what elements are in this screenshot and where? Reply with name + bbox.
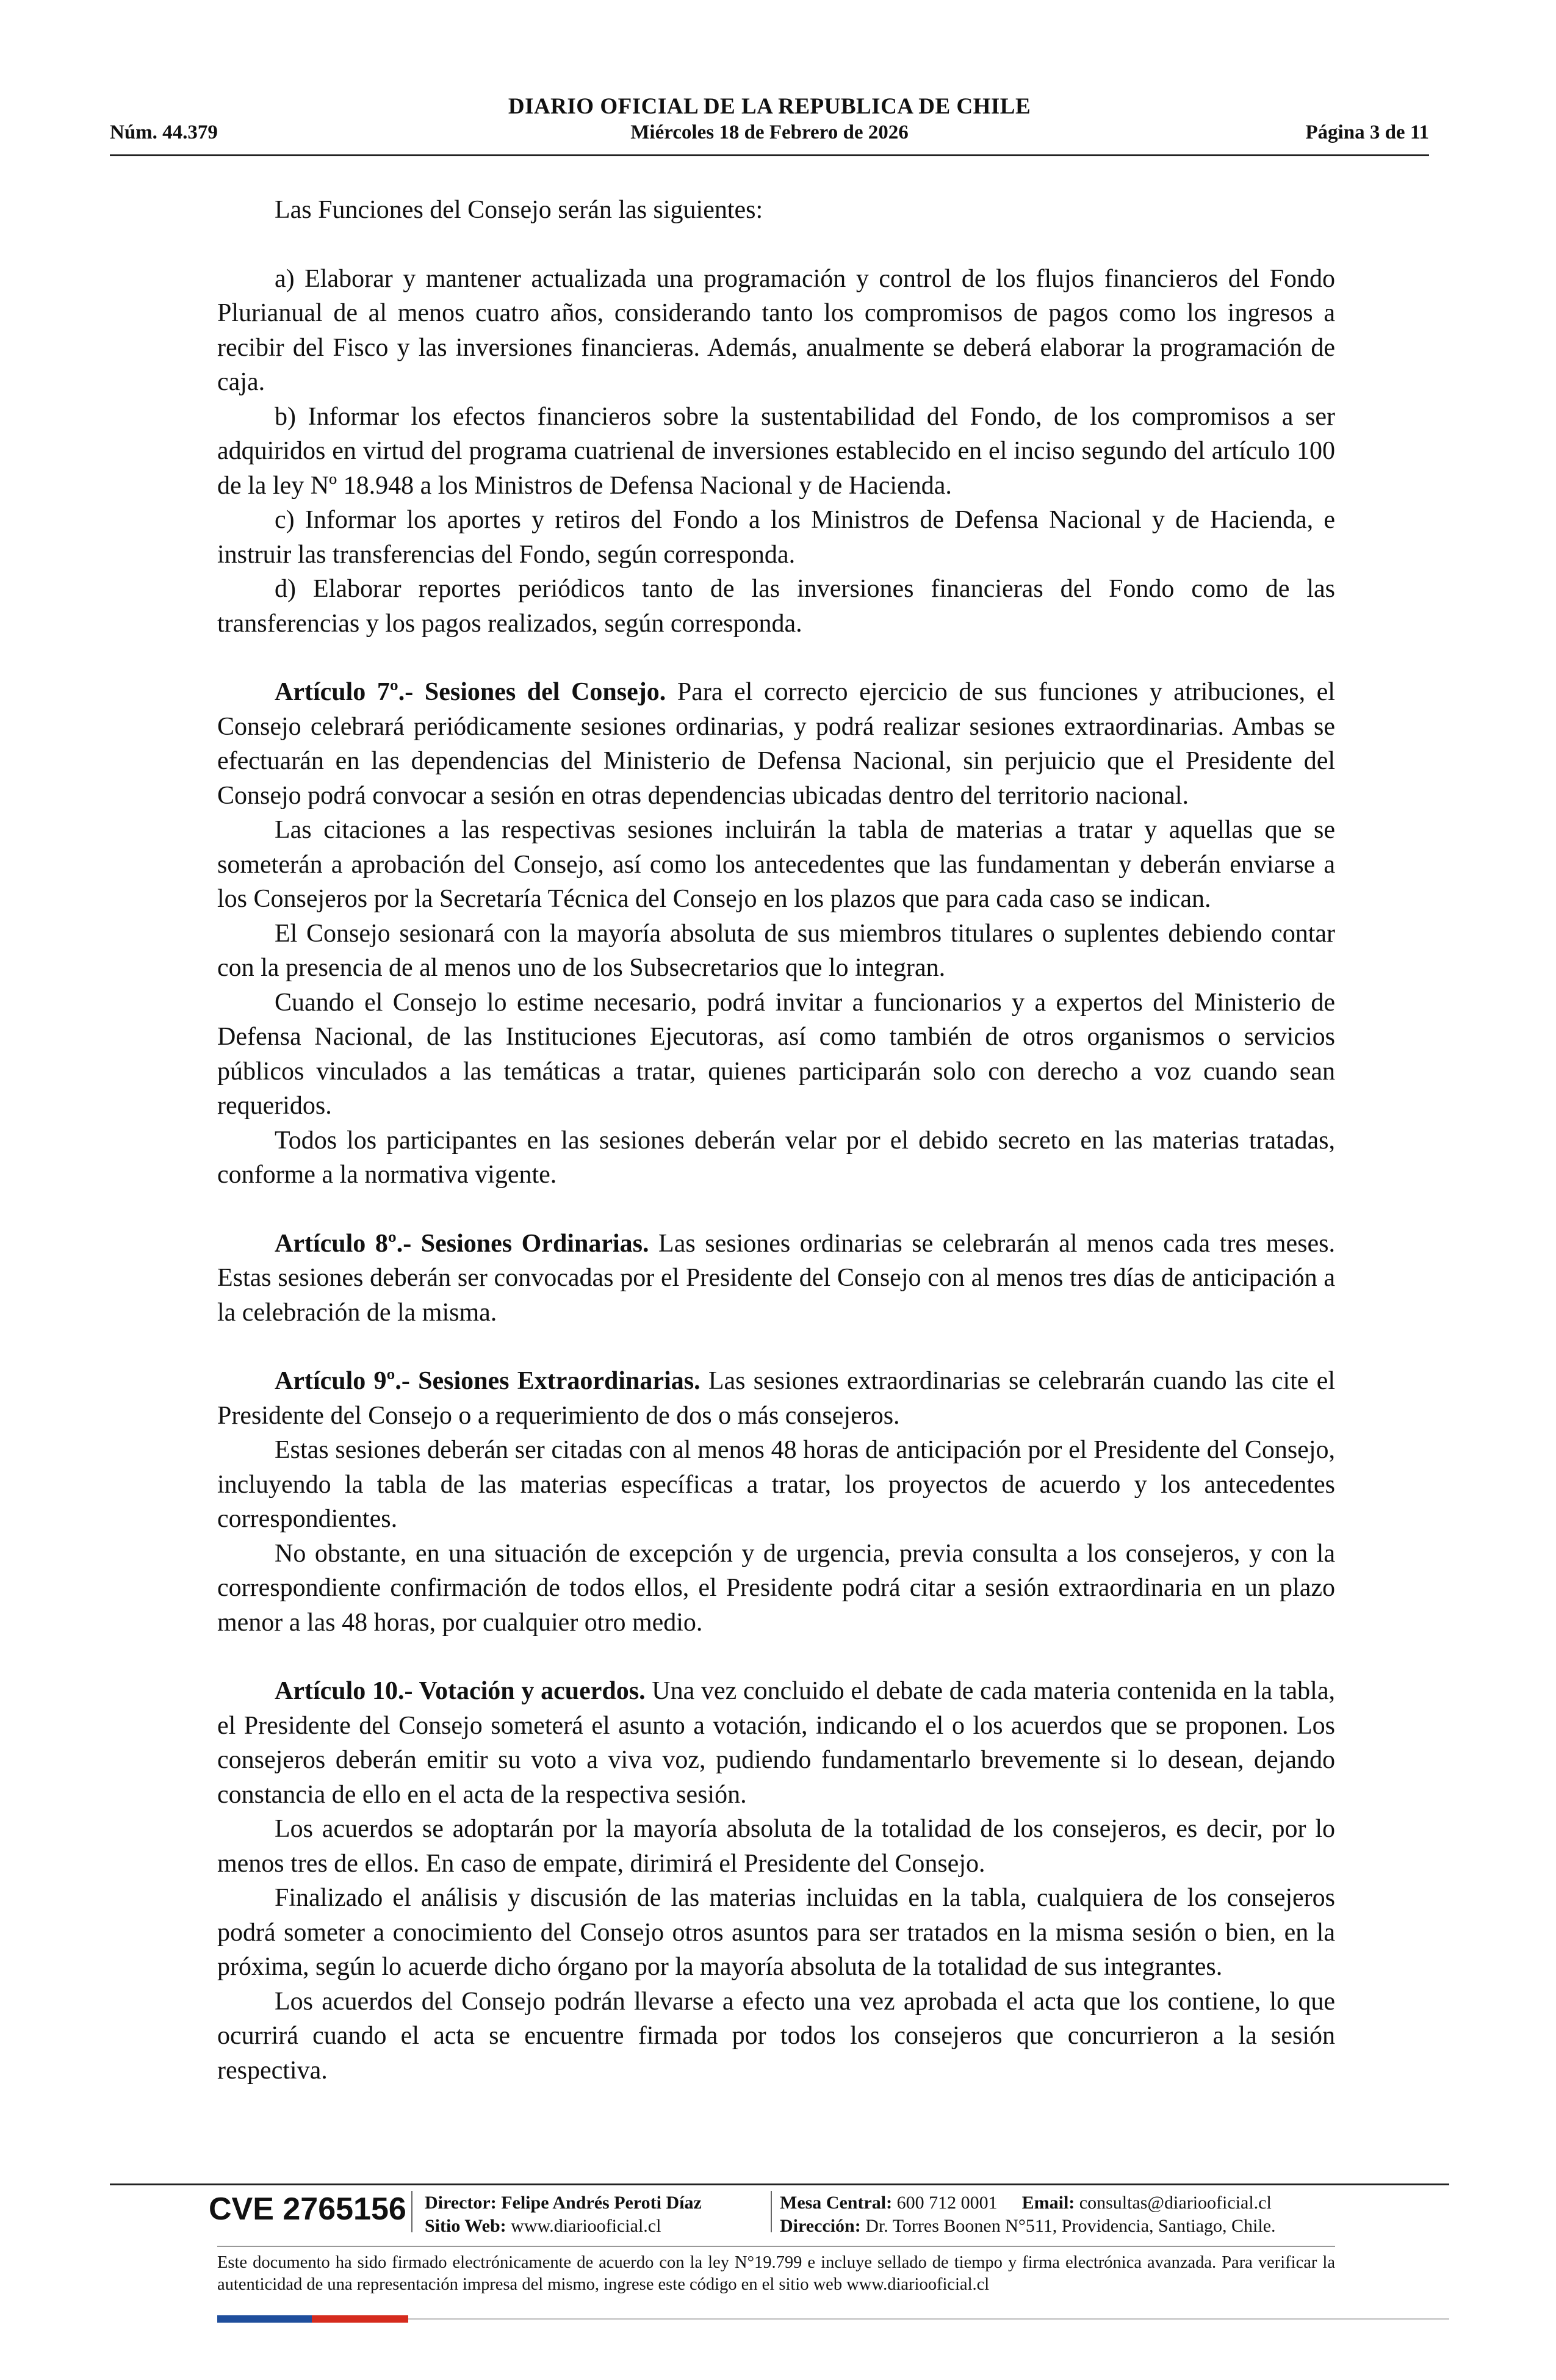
document-body (217, 193, 1335, 2088)
flag-bar-red (312, 2315, 408, 2323)
article-7-paragraph-4: Cuando el Consejo lo estime necesario, podrá invitar a funcionarios y a expertos del Ministerio de Defensa Nacional, de las Instituciones Ejecutoras, así como también de otros organismos o servicios públicos vinculados a las temáticas a tratar, quienes participarán solo con derecho a voz cuando sean requeridos. (217, 988, 1335, 1120)
function-c: c) Informar los aportes y retiros del Fondo a los Ministros de Defensa Nacional y de Hacienda, e instruir las transferencias del Fondo, según corresponda. (217, 506, 1335, 569)
flag-bar-line (408, 2318, 1449, 2320)
function-b: b) Informar los efectos financieros sobre la sustentabilidad del Fondo, de los compromisos a ser adquiridos en virtud del programa cuatrienal de inversiones establecido en el inciso segundo del artículo 100 de la ley Nº 18.948 a los Ministros de Defensa Nacional y de Hacienda. (217, 402, 1335, 500)
article-8-heading: Artículo 8º.- Sesiones Ordinarias. (275, 1229, 649, 1258)
header-rule (110, 154, 1429, 156)
email-address[interactable]: consultas@diariooficial.cl (1079, 2193, 1272, 2213)
address-label: Dirección: (780, 2216, 861, 2236)
footer-contact-left (425, 2191, 702, 2238)
article-7-paragraph-3: El Consejo sesionará con la mayoría absoluta de sus miembros titulares o suplentes debiendo contar con la presencia de al menos uno de los Subsecretarios que lo integran. (217, 919, 1335, 982)
function-d: d) Elaborar reportes periódicos tanto de las inversiones financieras del Fondo como de las transferencias y los pagos realizados, según corresponda. (217, 575, 1335, 638)
site-url[interactable]: www.diariooficial.cl (511, 2216, 661, 2236)
article-7-paragraph-5: Todos los participantes en las sesiones deberán velar por el debido secreto en las materias tratadas, conforme a la normativa vigente. (217, 1126, 1335, 1189)
mesa-label: Mesa Central: (780, 2193, 893, 2213)
article-9-paragraph-3: No obstante, en una situación de excepción y de urgencia, previa consulta a los consejeros, y con la correspondiente confirmación de todos ellos, el Presidente podrá citar a sesión extraordinaria en un plazo menor a las 48 horas, por cualquier otro medio. (217, 1539, 1335, 1637)
article-10-paragraph-1 (217, 1674, 1335, 1812)
article-10-text: Una vez concluido el debate de cada materia contenida en la tabla, el Presidente del Consejo someterá el asunto a votación, indicando el o los acuerdos que se proponen. Los consejeros deberán emitir su voto a viva voz, pudiendo fundamentarlo brevemente si lo desean, dejando constancia de ello en el acta de la respectiva sesión. (217, 1677, 1335, 1809)
article-10-paragraph-2: Los acuerdos se adoptarán por la mayoría absoluta de la totalidad de los consejeros, es decir, por lo menos tres de ellos. En caso de empate, dirimirá el Presidente del Consejo. (217, 1815, 1335, 1878)
flag-bar-blue (217, 2315, 312, 2323)
footer-rule (110, 2183, 1449, 2185)
cve-code: CVE 2765156 (209, 2191, 406, 2227)
footer-contact-right (780, 2191, 1276, 2238)
article-8-paragraph-1 (217, 1227, 1335, 1330)
article-10-paragraph-3: Finalizado el análisis y discusión de las materias incluidas en la tabla, cualquiera de los consejeros podrá someter a conocimiento del Consejo otros asuntos para ser tratados en la misma sesión o bien, en la próxima, según lo acuerde dicho órgano por la mayoría absoluta de la totalidad de sus integrantes. (217, 1884, 1335, 1981)
article-10-heading: Artículo 10.- Votación y acuerdos. (275, 1677, 646, 1705)
function-a: a) Elaborar y mantener actualizada una programación y control de los flujos financieros del Fondo Plurianual de al menos cuatro años, considerando tanto los compromisos de pagos como los ingresos a recibir del Fisco y las inversiones financieras. Además, anualmente se deberá elaborar la programación de caja. (217, 264, 1335, 396)
article-7-heading: Artículo 7º.- Sesiones del Consejo. (275, 678, 666, 706)
page-header (110, 93, 1429, 157)
article-9-heading: Artículo 9º.- Sesiones Extraordinarias. (275, 1367, 701, 1395)
signature-disclaimer: Este documento ha sido firmado electrónicamente de acuerdo con la ley N°19.799 e incluye sellado de tiempo y firma electrónica avanzada. Para verificar la autenticidad de una representación impresa del mismo, ingrese este código en el sitio web www.diariooficial.cl (217, 2253, 1335, 2294)
functions-intro: Las Funciones del Consejo serán las siguientes: (275, 196, 763, 224)
director-name: Felipe Andrés Peroti Díaz (501, 2193, 702, 2213)
address-value: Dr. Torres Boonen N°511, Providencia, Santiago, Chile. (865, 2216, 1276, 2236)
email-label: Email: (1021, 2193, 1075, 2213)
footer-thin-rule (217, 2246, 1335, 2247)
footer-divider (411, 2191, 412, 2232)
issue-date: Miércoles 18 de Febrero de 2026 (630, 121, 909, 143)
article-7-paragraph-1 (217, 675, 1335, 813)
page-number: Página 3 de 11 (1305, 121, 1429, 143)
newspaper-title: DIARIO OFICIAL DE LA REPUBLICA DE CHILE (508, 94, 1031, 119)
footer-divider (771, 2191, 772, 2232)
article-9-paragraph-2: Estas sesiones deberán ser citadas con al menos 48 horas de anticipación por el Presidente del Consejo, incluyendo la tabla de las materias específicas a tratar, los proyectos de acuerdo y los antecedentes correspondientes. (217, 1436, 1335, 1533)
article-9-paragraph-1 (217, 1364, 1335, 1433)
issue-number: Núm. 44.379 (110, 121, 218, 143)
mesa-phone: 600 712 0001 (896, 2193, 998, 2213)
article-7-text: Para el correcto ejercicio de sus funciones y atribuciones, el Consejo celebrará periódicamente sesiones ordinarias, y podrá realizar sesiones extraordinarias. Ambas se efectuarán en las dependencias del Ministerio de Defensa Nacional, sin perjuicio que el Presidente del Consejo podrá convocar a sesión en otras dependencias ubicadas dentro del territorio nacional. (217, 678, 1335, 810)
article-9-text: Las sesiones extraordinarias se celebrarán cuando las cite el Presidente del Consejo o a requerimiento de dos o más consejeros. (217, 1367, 1335, 1430)
article-8-text: Las sesiones ordinarias se celebrarán al menos cada tres meses. Estas sesiones deberán ser convocadas por el Presidente del Consejo con al menos tres días de anticipación a la celebración de la misma. (217, 1229, 1336, 1327)
article-10-paragraph-4: Los acuerdos del Consejo podrán llevarse a efecto una vez aprobada el acta que los contiene, lo que ocurrirá cuando el acta se encuentre firmada por todos los consejeros que concurrieron a la sesión respectiva. (217, 1987, 1335, 2085)
site-label: Sitio Web: (425, 2216, 506, 2236)
director-label: Director: (425, 2193, 497, 2213)
article-7-paragraph-2: Las citaciones a las respectivas sesiones incluirán la tabla de materias a tratar y aquellas que se someterán a aprobación del Consejo, así como los antecedentes que las fundamentan y deberán enviarse a los Consejeros por la Secretaría Técnica del Consejo en los plazos que para cada caso se indican. (217, 816, 1335, 913)
